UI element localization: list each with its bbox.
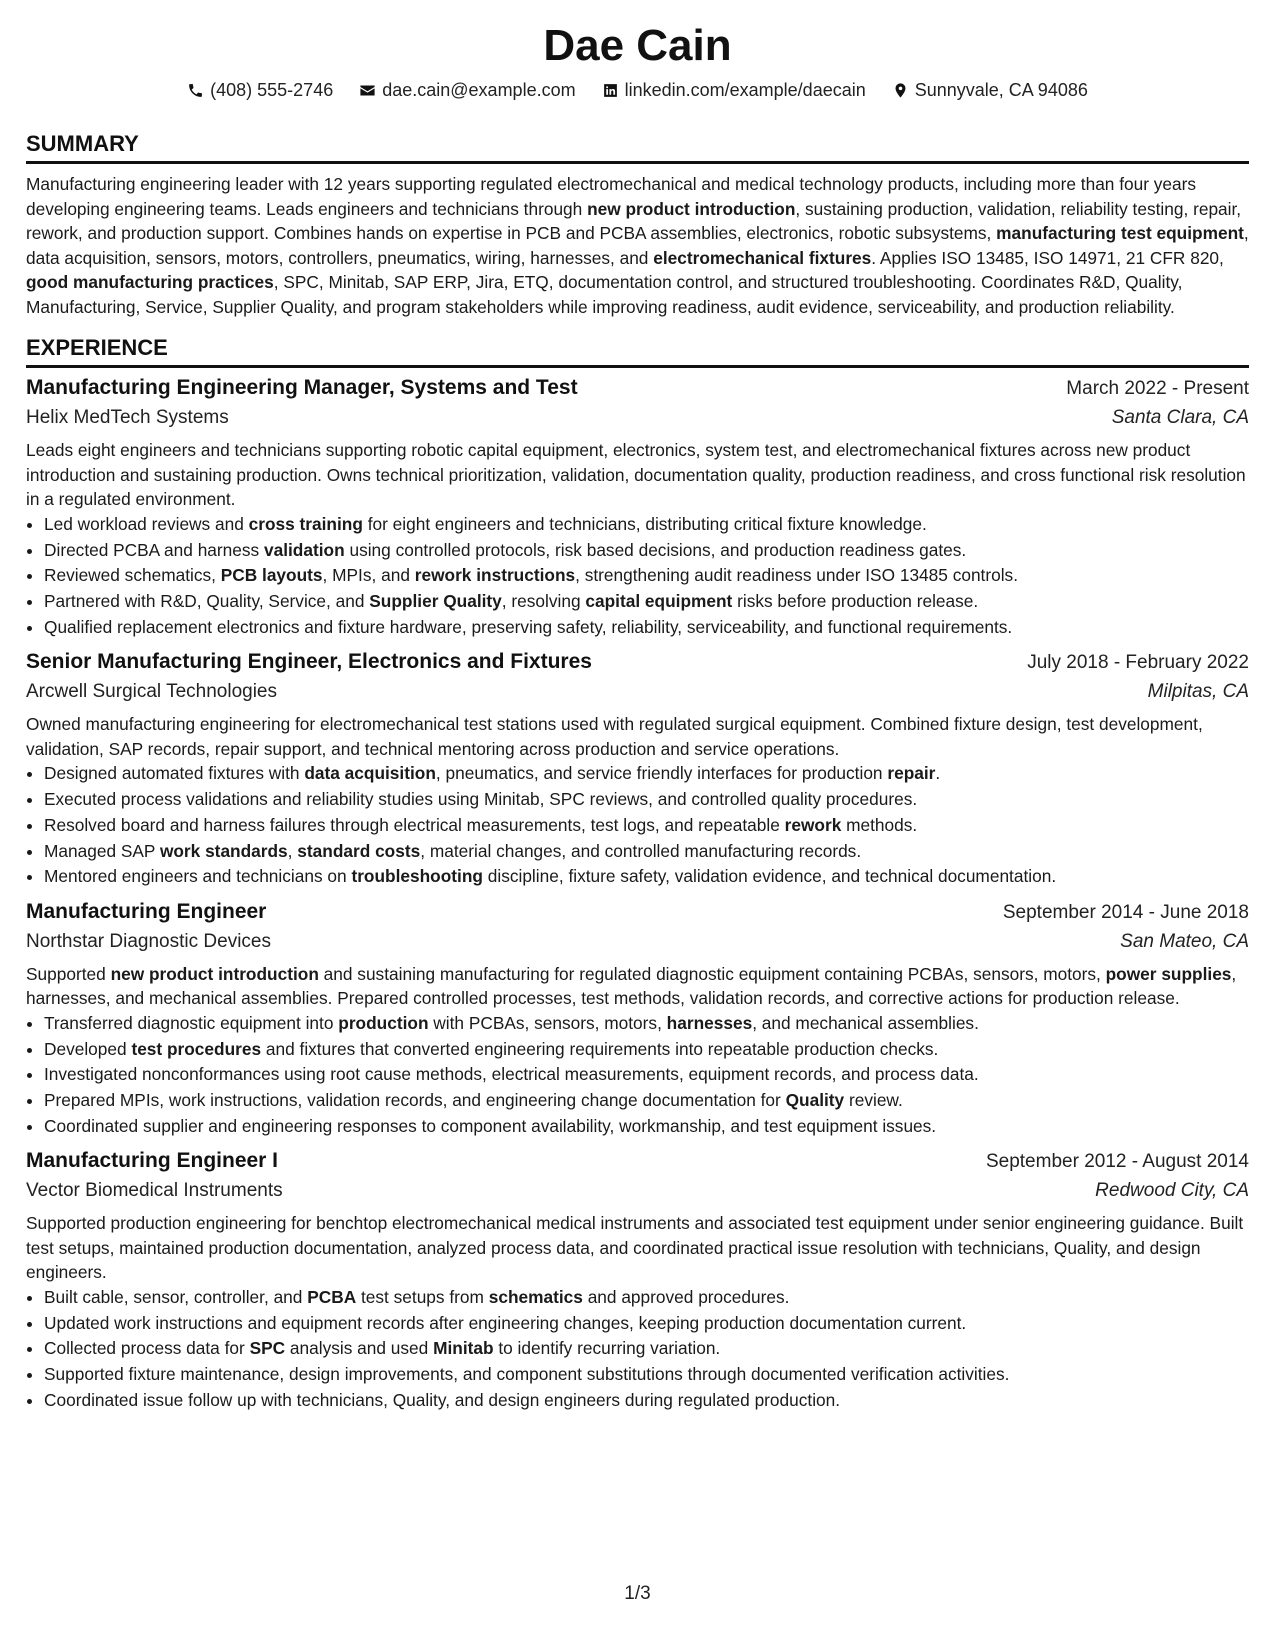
job-entry (26, 376, 1249, 640)
text-run: Partnered with R&D, Quality, Service, and (44, 591, 370, 611)
text-run: Designed automated fixtures with (44, 763, 305, 784)
job-bullets (26, 1011, 1249, 1140)
bold-keyword: rework instructions (414, 565, 576, 586)
contact-phone[interactable] (187, 80, 333, 101)
contact-location (892, 80, 1088, 101)
job-company: Northstar Diagnostic Devices (26, 930, 271, 952)
envelope-icon (359, 82, 376, 99)
bullet-item (44, 589, 1249, 615)
job-entry (26, 650, 1249, 890)
bold-keyword: Quality (785, 1090, 845, 1111)
bold-keyword: capital equipment (585, 591, 733, 611)
contact-bar (26, 80, 1249, 101)
text-run: Owned manufacturing engineering for electromechanical test stations used with regulated surgical equipment. Combined fixture design, test development, validation, SAP records, repair support, and technical mentoring across production and service operations. (26, 714, 1203, 759)
text-run: review. (844, 1090, 903, 1111)
linkedin-icon (602, 82, 619, 99)
bullet-item (44, 615, 1249, 641)
text-run: , material changes, and controlled manufacturing records. (420, 840, 862, 861)
bullet-item (44, 1114, 1249, 1140)
bold-keyword: Minitab (433, 1338, 494, 1359)
job-list (26, 376, 1249, 1413)
bold-keyword: harnesses (666, 1012, 753, 1033)
job-location: San Mateo, CA (1120, 930, 1249, 952)
text-run: Built cable, sensor, controller, and (44, 1286, 308, 1307)
job-company: Arcwell Surgical Technologies (26, 681, 277, 703)
text-run: Developed (44, 1038, 132, 1059)
resume-page (26, 18, 1249, 1413)
summary-heading: SUMMARY (26, 131, 1249, 164)
job-location: Milpitas, CA (1147, 681, 1249, 703)
job-company-row (26, 407, 1249, 429)
email-text: dae.cain@example.com (382, 80, 576, 101)
bullet-item (44, 813, 1249, 839)
bullet-item (44, 864, 1249, 890)
job-description (26, 712, 1249, 761)
text-run: discipline, fixture safety, validation evidence, and technical documentation. (482, 866, 1057, 887)
bullet-item (44, 1388, 1249, 1414)
text-run: Qualified replacement electronics and fixture hardware, preserving safety, reliability, serviceability, and functional requirements. (44, 616, 1013, 637)
bold-keyword: cross training (248, 513, 363, 534)
job-dates: July 2018 - February 2022 (1027, 652, 1249, 674)
bullet-item (44, 1037, 1249, 1063)
bullet-item (44, 839, 1249, 865)
job-company-row (26, 681, 1249, 703)
job-entry (26, 1149, 1249, 1413)
text-run: , sustaining production, validation, reliability testing, repair, rework, and production support. Combines hands on expertise in PCB and PCBA assemblies, electronics, robotic subsystems, (26, 198, 1242, 244)
bold-keyword: validation (263, 539, 345, 560)
text-run: Investigated nonconformances using root cause methods, electrical measurements, equipment records, and process data. (44, 1064, 979, 1085)
text-run: , resolving (501, 591, 586, 611)
text-run: Mentored engineers and technicians on (44, 866, 352, 887)
contact-email[interactable] (359, 80, 575, 101)
experience-section (26, 335, 1249, 1413)
job-description (26, 1211, 1249, 1285)
job-title: Manufacturing Engineer I (26, 1149, 279, 1173)
job-bullets (26, 512, 1249, 641)
bold-keyword: repair (887, 763, 936, 784)
job-dates: March 2022 - Present (1066, 378, 1249, 400)
job-company: Helix MedTech Systems (26, 407, 229, 429)
bold-keyword: rework (784, 814, 842, 835)
bullet-item (44, 1088, 1249, 1114)
bold-keyword: production (338, 1012, 429, 1033)
bullet-item (44, 1285, 1249, 1311)
text-run: Collected process data for (44, 1338, 250, 1359)
bullet-item (44, 1311, 1249, 1337)
linkedin-text: linkedin.com/example/daecain (624, 80, 866, 101)
job-title-row (26, 376, 1249, 400)
bold-keyword: data acquisition (304, 763, 436, 784)
text-run: analysis and used (285, 1338, 434, 1359)
text-run: , SPC, Minitab, SAP ERP, Jira, ETQ, documentation control, and structured troubleshooting. Coordinates R&D, Quality, Manufacturing, Service, Supplier Quality, and program stakeholders while improving readiness, audit evidence, serviceability, and production reliability. (26, 272, 1183, 317)
bullet-item (44, 1336, 1249, 1362)
bold-keyword: troubleshooting (351, 866, 483, 887)
text-run: Reviewed schematics, (44, 565, 221, 586)
text-run: , data acquisition, sensors, motors, controllers, pneumatics, wiring, harnesses, and (26, 223, 1249, 268)
bullet-item (44, 761, 1249, 787)
job-location: Santa Clara, CA (1111, 407, 1249, 429)
bold-keyword: schematics (488, 1286, 583, 1307)
bold-keyword: work standards (159, 840, 288, 861)
text-run: Resolved board and harness failures through electrical measurements, test logs, and repeatable (44, 814, 785, 835)
text-run: . Applies ISO 13485, ISO 14971, 21 CFR 820, (871, 247, 1224, 268)
text-run: , pneumatics, and service friendly interfaces for production (435, 763, 888, 784)
bold-keyword: good manufacturing practices (26, 272, 274, 293)
text-run: . (935, 763, 941, 784)
bold-keyword: SPC (249, 1338, 286, 1359)
job-description (26, 962, 1249, 1011)
text-run: Coordinated issue follow up with technicians, Quality, and design engineers during regulated production. (44, 1389, 841, 1410)
text-run: and fixtures that converted engineering requirements into repeatable production checks. (261, 1038, 939, 1059)
bullet-item (44, 1062, 1249, 1088)
text-run: Executed process validations and reliability studies using Minitab, SPC reviews, and controlled quality procedures. (44, 789, 918, 810)
text-run: , strengthening audit readiness under ISO 13485 controls. (575, 565, 1018, 586)
bold-keyword: PCBA (307, 1286, 357, 1307)
bold-keyword: standard costs (297, 840, 421, 861)
text-run: to identify recurring variation. (493, 1338, 721, 1359)
text-run: risks before production release. (732, 591, 979, 611)
job-title-row (26, 1149, 1249, 1173)
job-bullets (26, 761, 1249, 890)
text-run: , MPIs, and (322, 565, 415, 586)
map-pin-icon (892, 82, 909, 99)
experience-heading: EXPERIENCE (26, 335, 1249, 368)
bold-keyword: new product introduction (587, 198, 796, 219)
bullet-item (44, 538, 1249, 564)
text-run: Managed SAP (44, 840, 160, 861)
text-run: Coordinated supplier and engineering responses to component availability, workmanship, and test equipment issues. (44, 1115, 937, 1136)
job-title: Senior Manufacturing Engineer, Electronics and Fixtures (26, 650, 592, 674)
text-run: Supported fixture maintenance, design improvements, and component substitutions through documented verification activities. (44, 1364, 1010, 1385)
bullet-item (44, 512, 1249, 538)
text-run: Directed PCBA and harness (44, 539, 264, 560)
text-run: for eight engineers and technicians, distributing critical fixture knowledge. (362, 513, 927, 534)
job-company: Vector Biomedical Instruments (26, 1180, 283, 1202)
page-number: 1/3 (624, 1583, 651, 1604)
job-dates: September 2014 - June 2018 (1002, 901, 1249, 923)
phone-icon (187, 82, 204, 99)
summary-section (26, 131, 1249, 319)
text-run: and approved procedures. (582, 1286, 790, 1307)
bold-keyword: electromechanical fixtures (653, 247, 872, 268)
bold-keyword: PCB layouts (220, 565, 323, 586)
bold-keyword: new product introduction (110, 963, 319, 984)
text-run: Prepared MPIs, work instructions, validation records, and engineering change documentation for (44, 1090, 786, 1111)
text-run: test setups from (356, 1286, 489, 1307)
job-company-row (26, 1180, 1249, 1202)
bullet-item (44, 1011, 1249, 1037)
text-run: , harnesses, and mechanical assemblies. Prepared controlled processes, test methods, validation records, and corrective actions for production release. (26, 963, 1237, 1009)
summary-text (26, 172, 1249, 319)
text-run: , and mechanical assemblies. (752, 1012, 979, 1033)
text-run: and sustaining manufacturing for regulated diagnostic equipment containing PCBAs, sensors, motors, (318, 963, 1106, 984)
bold-keyword: Supplier Quality (369, 591, 502, 611)
job-title-row (26, 900, 1249, 924)
text-run: Supported production engineering for benchtop electromechanical medical instruments and associated test equipment under senior engineering guidance. Built test setups, maintained production documentation, analyzed process data, and coordinated practical issue resolution with technicians, Quality, and design engineers. (26, 1213, 1244, 1283)
bold-keyword: manufacturing test equipment (996, 223, 1244, 244)
text-run: Leads eight engineers and technicians supporting robotic capital equipment, electronics, system test, and electromechanical fixtures across new product introduction and sustaining production. Owns technical prioritization, validation, documentation quality, production readiness, and cross functional risk resolution in a regulated environment. (26, 440, 1246, 510)
phone-text: (408) 555-2746 (210, 80, 334, 101)
bullet-item (44, 563, 1249, 589)
job-entry (26, 900, 1249, 1140)
job-description (26, 438, 1249, 512)
job-title-row (26, 650, 1249, 674)
location-text: Sunnyvale, CA 94086 (914, 80, 1088, 101)
text-run: Updated work instructions and equipment records after engineering changes, keeping production documentation current. (44, 1312, 967, 1333)
text-run: Led workload reviews and (44, 513, 249, 534)
text-run: Manufacturing engineering leader with 12 years supporting regulated electromechanical and medical technology products, including more than four years developing engineering teams. Leads engineers and technicians through (26, 174, 1197, 219)
contact-linkedin[interactable] (602, 80, 866, 101)
job-title: Manufacturing Engineer (26, 899, 267, 923)
job-company-row (26, 931, 1249, 953)
bold-keyword: test procedures (131, 1038, 262, 1059)
text-run: using controlled protocols, risk based decisions, and production readiness gates. (344, 539, 967, 560)
job-location: Redwood City, CA (1095, 1180, 1249, 1202)
job-title: Manufacturing Engineering Manager, Systems and Test (26, 376, 578, 400)
text-run: methods. (841, 814, 918, 835)
text-run: with PCBAs, sensors, motors, (428, 1012, 667, 1033)
text-run: Supported (26, 963, 111, 984)
job-dates: September 2012 - August 2014 (985, 1151, 1249, 1173)
job-bullets (26, 1285, 1249, 1414)
bold-keyword: power supplies (1105, 963, 1232, 984)
text-run: , (287, 840, 298, 861)
candidate-name: Dae Cain (543, 21, 732, 70)
bullet-item (44, 787, 1249, 813)
text-run: Transferred diagnostic equipment into (44, 1012, 339, 1033)
bullet-item (44, 1362, 1249, 1388)
